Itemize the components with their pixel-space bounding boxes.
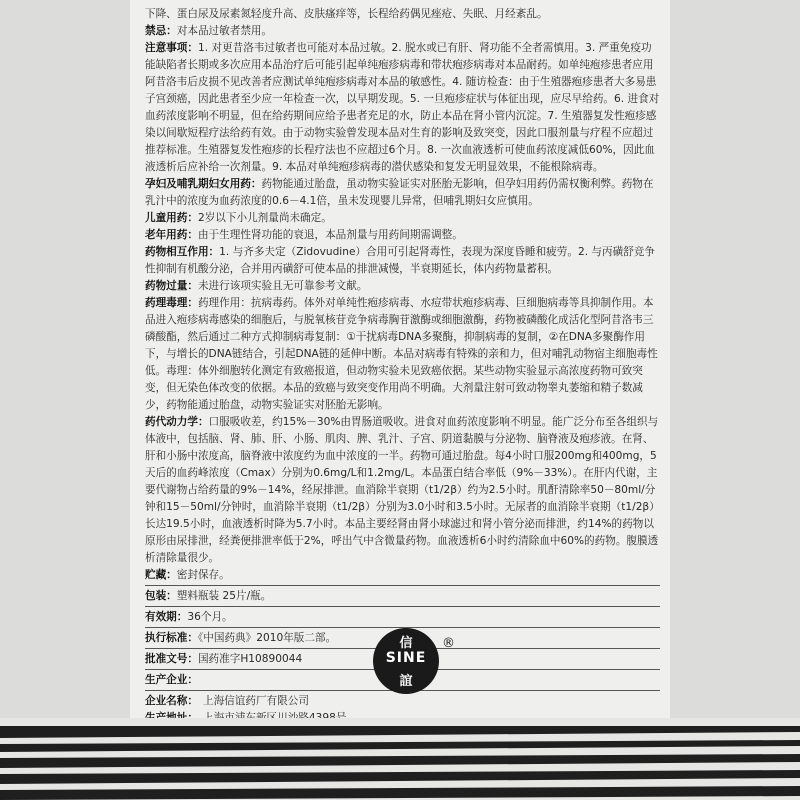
- logo-char-bottom: 誼: [399, 674, 413, 689]
- section-heading: 药物过量：: [145, 280, 198, 292]
- section-heading: 包装：: [145, 590, 177, 602]
- text-line: 下降、蛋白尿及尿素氮轻度升高、皮肤瘙痒等，长程给药偶见痤疮、失眠、月经紊乱。: [145, 8, 548, 20]
- section-body: 密封保存。: [176, 569, 230, 581]
- section-heading: 贮藏：: [145, 569, 177, 581]
- section-heading: 批准文号：: [145, 653, 198, 665]
- registered-mark-icon: ®: [442, 636, 455, 651]
- section-body: 国药准字H10890044: [197, 653, 303, 665]
- section-body: 对本品过敏者禁用。: [176, 25, 273, 37]
- company-name: 上海信谊药厂有限公司: [203, 695, 309, 707]
- section-body: 口服吸收差，约15%－30%由胃肠道吸收。进食对血药浓度影响不明显。能广泛分布至各组织与体液中，包括脑、肾、肺、肝、小肠、肌肉、脾、乳汁、子宫、阴道黏膜与分泌物、脑脊液及疱疹液。在肾、肝和小肠中浓度高，脑脊液中浓度约为血中浓度的一半。药物可通过胎盘。每4小时口服200mg和400mg，5天后的血药峰浓度（Cmax）分别为0.6mg/L和1.2mg/L。本品蛋白结合率低（9%－33%）。在肝内代谢，主要代谢物占给药量的9%－14%，经尿排泄。血消除半衰期（t1/2β）约为2.5小时。肌酐清除率50－80ml/分钟和15－50ml/分钟时，血消除半衰期（t1/2β）分别为3.0小时和3.5小时。无尿者的血消除半衰期（t1/2β）长达19.5小时，血液透析时降为5.7小时。本品主要经肾由肾小球滤过和肾小管分泌而排泄，约14%的药物以原形由尿排泄，经粪便排泄率低于2%，呼出气中含微量药物。血液透析6小时约清除血中60%的药物。腹膜透析清除量很少。: [145, 416, 660, 564]
- section-heading: 药物相互作用：: [145, 246, 220, 258]
- logo-brand: SINE: [385, 650, 427, 666]
- logo-char-top: 信: [399, 636, 413, 651]
- section-body: 《中国药典》2010年版二部。: [197, 632, 337, 644]
- section-heading: 药理毒理：: [145, 297, 198, 309]
- section-heading: 禁忌：: [145, 25, 177, 37]
- section-body: 2岁以下小儿剂量尚未确定。: [197, 212, 332, 224]
- decorative-stripes: [0, 718, 800, 800]
- section-body: 1. 与齐多夫定（Zidovudine）合用可引起肾毒性，表现为深度昏睡和疲劳。2. 与丙磺舒竞争性抑制有机酸分泌，合并用丙磺舒可使本品的排泄减慢，半衰期延长，体内药物量蓄积。: [145, 246, 655, 275]
- divider: [145, 606, 660, 607]
- section-heading: 孕妇及哺乳期妇女用药：: [145, 178, 262, 190]
- section-heading: 生产企业：: [145, 674, 198, 686]
- section-heading: 注意事项：: [145, 42, 198, 54]
- section-body: 由于生理性肾功能的衰退，本品剂量与用药间期需调整。: [197, 229, 463, 241]
- section-body: 药物能通过胎盘，虽动物实验证实对胚胎无影响，但孕妇用药仍需权衡利弊。药物在乳汁中的浓度为血药浓度的0.6－4.1倍，虽未发现婴儿异常，但哺乳期妇女应慎用。: [145, 178, 654, 207]
- section-heading: 有效期：: [145, 611, 188, 623]
- section-heading: 执行标准：: [145, 632, 198, 644]
- section-heading: 儿童用药：: [145, 212, 198, 224]
- section-body: 塑料瓶装 25片/瓶。: [176, 590, 272, 602]
- sine-logo-icon: [373, 628, 439, 694]
- section-heading: 药代动力学：: [145, 416, 209, 428]
- section-body: 药理作用：抗病毒药。体外对单纯性疱疹病毒、水痘带状疱疹病毒、巨细胞病毒等具抑制作用。本品进入疱疹病毒感染的细胞后，与脱氧核苷竞争病毒胸苷激酶或细胞激酶，药物被磷酸化成活化型阿昔洛韦三磷酸酯，然后通过二种方式抑制病毒复制：①干扰病毒DNA多聚酶，抑制病毒的复制，②在DNA多聚酶作用下，与增长的DNA链结合，引起DNA链的延伸中断。本品对病毒有特殊的亲和力，但对哺乳动物宿主细胞毒性低。毒理：体外细胞转化测定有致癌报道，但动物实验未见致癌依据。某些动物实验显示高浓度药物可致突变，但无染色体改变的依据。本品的致癌与致突变作用尚不明确。大剂量注射可致动物睾丸萎缩和精子数减少，药物能通过胎盘，动物实验证实对胚胎无影响。: [145, 297, 658, 411]
- section-body: 未进行该项实验且无可靠参考文献。: [197, 280, 368, 292]
- divider: [145, 585, 660, 586]
- section-body: 1. 对更昔洛韦过敏者也可能对本品过敏。2. 脱水或已有肝、肾功能不全者需慎用。3. 严重免疫功能缺陷者长期或多次应用本品治疗后可能引起单纯疱疹病毒和带状疱疹病毒对本品耐药。如单纯疱疹患者应用阿昔洛韦后皮损不见改善者应测试单纯疱疹病毒对本品的敏感性。4. 随访检查：由于生殖器疱疹患者大多易患子宫颈癌，因此患者至少应一年检查一次，以早期发现。5. 一旦疱疹症状与体征出现，应尽早给药。6. 进食对血药浓度影响不明显，但在给药期间应给予患者充足的水，防止本品在肾小管内沉淀。7. 生殖器复发性疱疹感染以间歇短程疗法给药有效。由于动物实验曾发现本品对生育的影响及致突变，因此口服剂量与疗程不应超过推荐标准。生殖器复发性疱疹的长程疗法也不应超过6个月。8. 一次血液透析可使血药浓度减低60%，因此血液透析后应补给一次剂量。9. 本品对单纯疱疹病毒的潜伏感染和复发无明显效果，不能根除病毒。: [145, 42, 660, 173]
- section-heading: 老年用药：: [145, 229, 198, 241]
- section-body: 36个月。: [187, 611, 233, 623]
- company-name-label: 企业名称：: [145, 695, 198, 707]
